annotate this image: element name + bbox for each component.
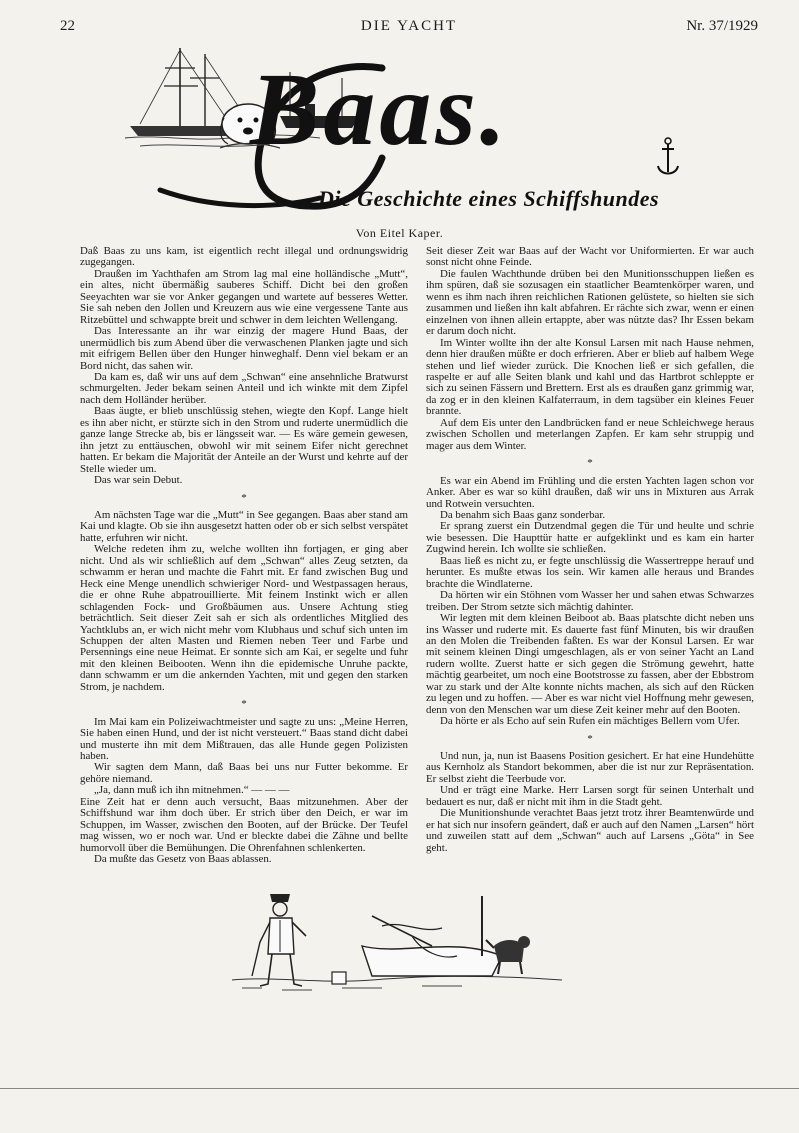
paragraph: Seit dieser Zeit war Baas auf der Wacht vor Uniformierten. Er war auch sonst nicht ohne Feinde. xyxy=(426,245,754,269)
paragraph: Im Winter wollte ihn der alte Konsul Larsen mit nach Hause nehmen, denn hier draußen müßte er doch erfrieren. Aber er blieb auf halbem Wege stehen und lief wieder zurück. Die Knochen ließ er sich gefallen, die raspelte er auf alle Seiten blank und kahl und das Hartbrot schleppte er sich zu seinen Fässern und Brettern. Erst als es draußen ganz grimmig war, da zog er in den kleinen Kalfaterraum, in dem tagsüber ein kleines Feuer brannte. xyxy=(426,336,754,418)
paragraph: Wir sagten dem Mann, daß Baas bei uns nur Futter bekomme. Er gehöre niemand. xyxy=(80,761,408,785)
bottom-rule xyxy=(0,1088,799,1089)
paragraph: Es war ein Abend im Frühling und die ersten Yachten lagen schon vor Anker. Aber es war so kühl draußen, daß wir uns in Mixturen aus Arrak und Rotwein versuchten. xyxy=(426,474,754,510)
section-separator: * xyxy=(241,698,247,711)
paragraph: Baas ließ es nicht zu, er fegte unschlüssig die Wassertreppe herauf und herunter. Es mußte etwas los sein. Wir kamen alle heraus und Brandes brachte die Windlaterne. xyxy=(426,554,754,590)
issue-number: Nr. 37/1929 xyxy=(686,18,758,34)
paragraph: Am nächsten Tage war die „Mutt“ in See gegangen. Baas aber stand am Kai und klagte. Ob sie ihn ausgesetzt hatten oder ob er sich selbst verspätet hatte, erfuhren wir nicht. xyxy=(80,508,408,544)
paragraph: Da hörte er als Echo auf sein Rufen ein mächtiges Bellern vom Ufer. xyxy=(440,715,740,728)
magazine-title: DIE YACHT xyxy=(360,18,458,34)
paragraph: Da benahm sich Baas ganz sonderbar. xyxy=(440,508,606,521)
paragraph: Auf dem Eis unter den Landbrücken fand er neue Schleichwege heraus zwischen Schollen und meterlangen Zapfen. Er kam sehr struppig und mager aus dem Winter. xyxy=(426,416,754,452)
paragraph: Wir legten mit dem kleinen Beiboot ab. Baas platschte dicht neben uns ins Wasser und ruderte mit. Es dauerte fast fünf Minuten, bis wir draußen an den Molen die Treibenden faßten. Es war der Konsul Larsen. Er war mit seinem kleinen Dingi umgeschlagen, als er von seiner Yacht an Land rudern wollte. Zuerst hatte er sich gegen die Strömung gewehrt, hatte mächtig gearbeitet, um noch eine Bootstrosse zu fassen, aber der Ebbstrom war zu stark und der Alte konnte nichts machen, als sich auf den Rücken zu legen und zu hoffen. — Aber es war nicht viel Hoffnung mehr gewesen, denn von den Menschen war um diese Zeit keiner mehr auf den Booten. xyxy=(426,612,754,716)
paragraph: Welche redeten ihm zu, welche wollten ihn fortjagen, er ging aber nicht. Und als wir schließlich auf dem „Schwan“ alles Zeug setzten, da schwamm er heran und machte die Fahrt mit. Er fand zwischen Bug und Heck eine Menge unendlich schwieriger Nord- und Westpassagen heraus, die er ohne Ruhe abpatrouillierte. Mit feinem Instinkt wich er allen schlagenden Fock- und Großbäumen aus. Unsere Achtung stieg beträchtlich. Seit dieser Zeit sah er sich als ordentliches Mitglied des Yachtklubs an, er wich nicht mehr vom Klubhaus und schuf sich unten im Schuppen der alten Masten und Riemen neben Teer und Farbe und Persennings eine neue Heimat. Er sonnte sich am Kai, er segelte und fuhr mit den kleinen Beibooten. Wenn ihn die epidemische Unruhe packte, dann schwamm er um die ankernden Yachten, mit und gegen den starken Strom, je nachdem. xyxy=(80,543,408,693)
closing-illustration xyxy=(232,876,578,1006)
policeman-figure xyxy=(252,894,306,986)
paragraph: Daß Baas zu uns kam, ist eigentlich recht illegal und ordnungswidrig zugegangen. xyxy=(80,245,408,269)
policeman-and-dog-sketch xyxy=(232,876,578,1006)
paragraph: Eine Zeit hat er denn auch versucht, Baas mitzunehmen. Aber der Schiffshund war ihm doch über. Er strich über den Deich, er war im Schuppen, im Wasser, zwischen den Booten, auf der Brücke. Der Teufel mag wissen, wo er noch war. Und er bleckte dabei die Zähne und bellte humorvoll über die Bemühungen. Die Ohrenfahnen schlenkerten. xyxy=(80,795,408,854)
paragraph: Das Interessante an ihr war einzig der magere Hund Baas, der unermüdlich bis zum Abend über die verwaschenen Planken jagte und sich mit eifrigem Bellen über den Hunger hinweghalf. Denn viel bekam er an Bord nicht, das sahen wir. xyxy=(80,325,408,372)
anchor-icon xyxy=(658,138,678,174)
article-title: Baas. xyxy=(250,52,510,167)
article-subtitle: Die Geschichte eines Schiffshundes xyxy=(318,186,660,211)
paragraph: Und nun, ja, nun ist Baasens Position gesichert. Er hat eine Hundehütte aus Kernholz als Standort bekommen, aber die ist nur zur Repräsentation. Er selbst zieht die Teerbude vor. xyxy=(426,750,754,785)
section-separator: * xyxy=(241,491,247,504)
page-number: 22 xyxy=(60,18,75,34)
paragraph: Und er trägt eine Marke. Herr Larsen sorgt für seinen Unterhalt und bedauert es nur, daß er nicht mit ihm in die Stadt geht. xyxy=(426,784,754,808)
section-separator: * xyxy=(587,457,593,470)
section-separator: * xyxy=(587,732,593,745)
running-header xyxy=(60,18,758,40)
paragraph: Er sprang zuerst ein Dutzendmal gegen die Tür und heulte und schrie wie besessen. Die Haupttür hatte er aufgeklinkt und es kam ein harter Zugwind herein. Ich wollte sie schließen. xyxy=(426,520,754,556)
paragraph: Das war sein Debut. xyxy=(94,474,183,487)
paragraph: Baas äugte, er blieb unschlüssig stehen, wiegte den Kopf. Lange hielt es ihn aber nicht, er stürzte sich in den Strom und ruderte unermüdlich die ganze lange Strecke ab, bis er längsseit war. — Es wäre gemein gewesen, ihn jetzt zu enttäuschen, obwohl wir mit seinem Eifer nicht gerechnet hatten. Er bekam die Majorität der Anteile an der Wurst und kehrte auf der Stelle wieder um. xyxy=(80,405,408,475)
left-column xyxy=(80,246,408,866)
paragraph: Draußen im Yachthafen am Strom lag mal eine holländische „Mutt“, ein altes, nicht übermäßig sauberes Schiff. Dicht bei den großen Seeyachten war sie vor Anker gegangen und wartete auf besseres Wetter. Sie sah neben den Jollen und Kreuzern aus wie eine vergessene Tante aus Ritzebüttel und schwappte breit und schwer in dem leichten Wellengang. xyxy=(80,267,408,326)
paragraph: Die faulen Wachthunde drüben bei den Munitionsschuppen ließen es ihm spüren, daß sie sozusagen ein staatlicher Beamtenkörper waren, und wenn es ihm nach ihren reichlichen Rationen gelüstete, so hielten sie sich zusammen und ließen ihn kalt abfahren. Er rächte sich zwar, wenn er einen einzelnen von ihnen allein ertappte, aber was nützte das? Ihr Essen bekam er darum doch nicht. xyxy=(426,267,754,338)
paragraph: Die Munitionshunde verachtet Baas jetzt trotz ihrer Beamtenwürde und er hat sich nur insofern geändert, daß er auch auf den Namen „Larsen“ hört und zuweilen statt auf dem „Schwan“ auch auf Larsens „Göta“ in See geht. xyxy=(426,807,754,854)
right-column xyxy=(426,246,754,854)
paragraph: Da mußte das Gesetz von Baas ablassen. xyxy=(94,853,272,866)
byline: Von Eitel Kaper. xyxy=(355,226,444,240)
paragraph: „Ja, dann muß ich ihn mitnehmen.“ — — — xyxy=(94,784,290,797)
paragraph: Im Mai kam ein Polizeiwachtmeister und sagte zu uns: „Meine Herren, Sie haben einen Hund, und der ist nicht versteuert.“ Baas stand dicht dabei und musterte ihn mit dem Mißtrauen, das alle Hunde gegen Polizisten haben. xyxy=(80,715,408,763)
paragraph: Da kam es, daß wir uns auf dem „Schwan“ eine ansehnliche Bratwurst schmurgelten. Jeder bekam seinen Anteil und ich winkte mit dem Zipfel nach dem Holländer herüber. xyxy=(80,370,408,406)
paragraph: Da hörten wir ein Stöhnen vom Wasser her und sahen etwas Schwarzes treiben. Der Strom setzte sich mächtig dahinter. xyxy=(426,589,754,613)
